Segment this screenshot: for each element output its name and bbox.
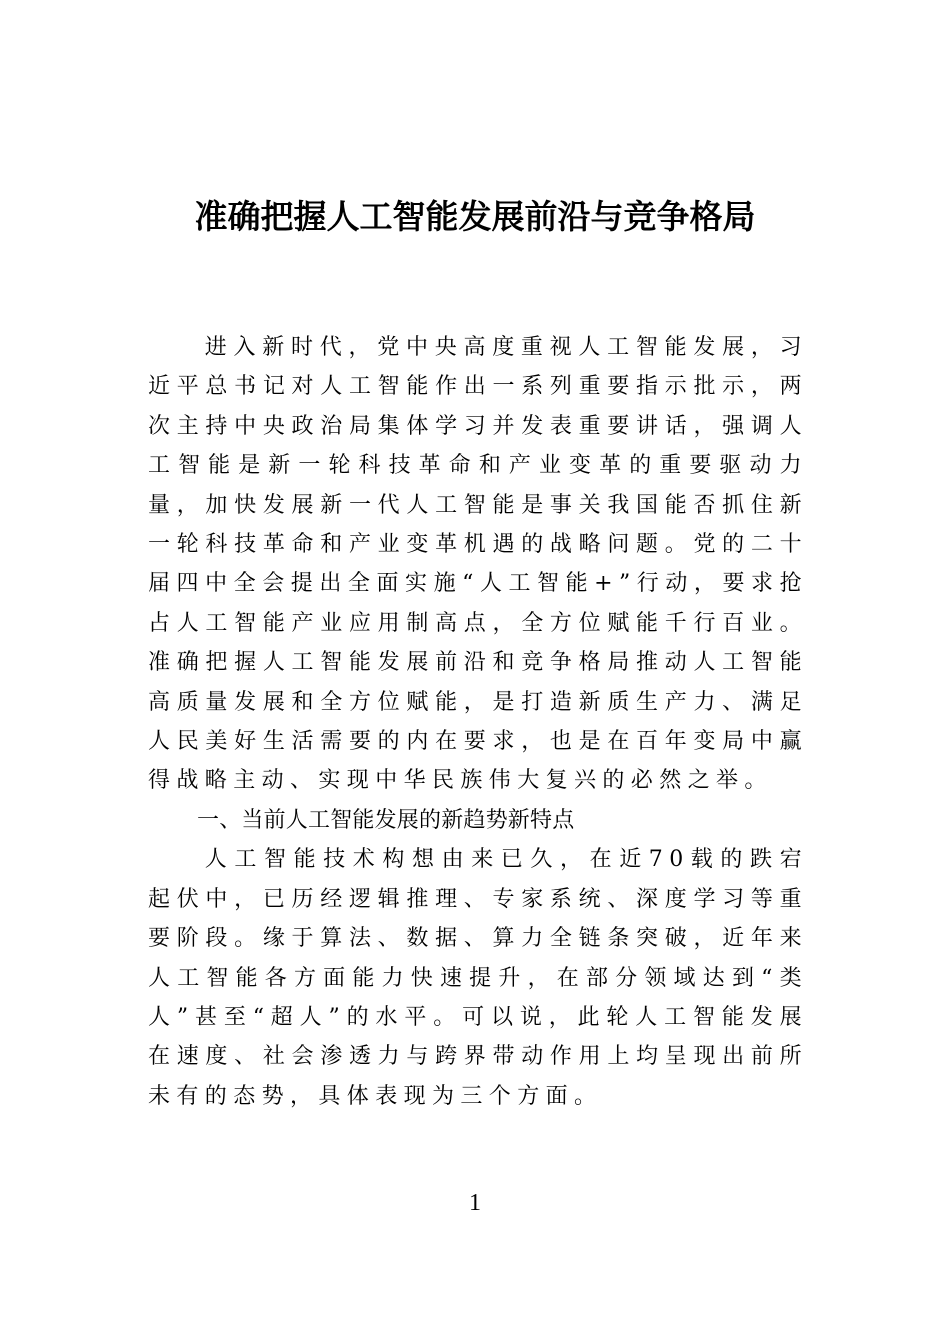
intro-paragraph: 进入新时代，党中央高度重视人工智能发展，习近平总书记对人工智能作出一系列重要指示批示，两次主持中央政治局集体学习并发表重要讲话，强调人工智能是新一轮科技革命和产业变革的重要驱动力量，加快发展新一代人工智能是事关我国能否抓住新一轮科技革命和产业变革机遇的战略问题。党的二十届四中全会提出全面实施“人工智能+”行动，要求抢占人工智能产业应用制高点，全方位赋能千行百业。准确把握人工智能发展前沿和竞争格局推动人工智能高质量发展和全方位赋能，是打造新质生产力、满足人民美好生活需要的内在要求，也是在百年变局中赢得战略主动、实现中华民族伟大复兴的必然之举。: [148, 335, 808, 794]
document-body: [148, 328, 808, 1116]
section-heading: 一、当前人工智能发展的新趋势新特点: [197, 807, 575, 833]
section-paragraph: 人工智能技术构想由来已久，在近70载的跌宕起伏中，已历经逻辑推理、专家系统、深度学习等重要阶段。缘于算法、数据、算力全链条突破，近年来人工智能各方面能力快速提升，在部分领域达到“类人”甚至“超人”的水平。可以说，此轮人工智能发展在速度、社会渗透力与跨界带动作用上均呈现出前所未有的态势，具体表现为三个方面。: [148, 847, 808, 1109]
page-number: 1: [469, 1190, 481, 1216]
document-title: 准确把握人工智能发展前沿与竞争格局: [194, 197, 756, 236]
